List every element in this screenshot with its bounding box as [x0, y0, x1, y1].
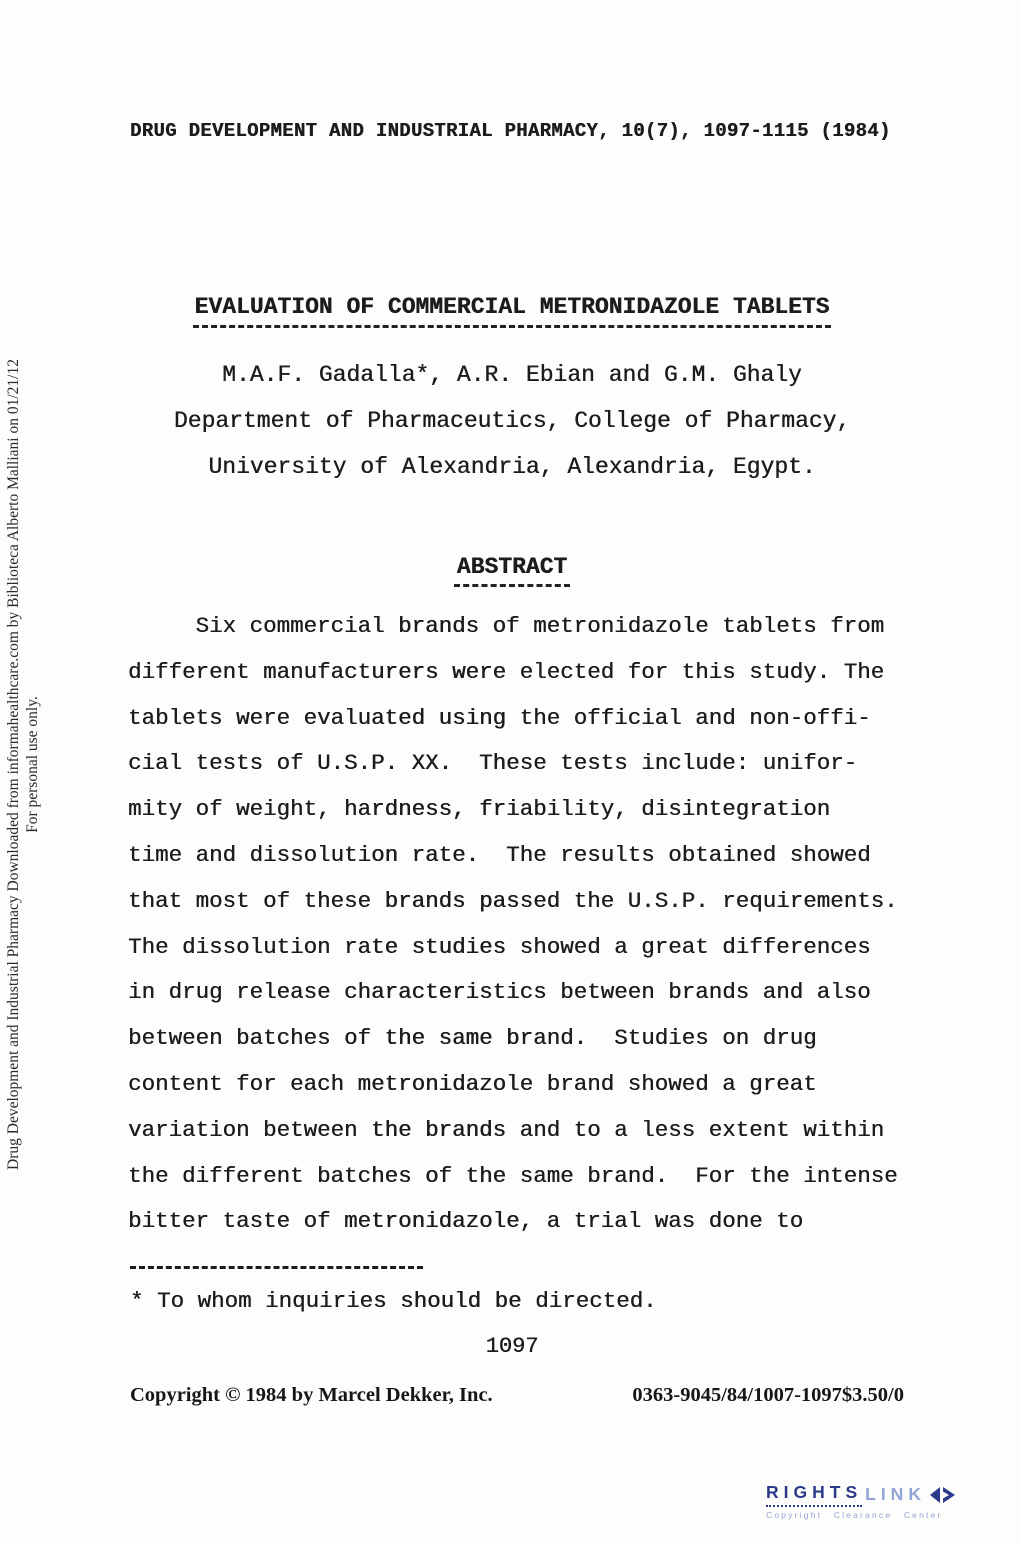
rightslink-caption: Copyright Clearance Center	[766, 1510, 943, 1520]
abstract-line: the different batches of the same brand. For the intense	[128, 1162, 898, 1189]
abstract-line: that most of these brands passed the U.S.P. requirements.	[128, 887, 898, 914]
journal-header: DRUG DEVELOPMENT AND INDUSTRIAL PHARMACY, 10(7), 1097-1115 (1984)	[130, 120, 891, 142]
abstract-line: different manufacturers were elected for this study. The	[128, 658, 885, 685]
rightslink-link-text: LINK	[865, 1484, 926, 1504]
sidebar-watermark-line-1: Drug Development and Industrial Pharmacy Downloaded from informahealthcare.com by Biblioteca Alberto Malliani on 01/21/12	[5, 359, 22, 1170]
rightslink-logo[interactable]	[766, 1482, 1014, 1520]
abstract-line: Six commercial brands of metronidazole tablets from	[128, 613, 885, 639]
abstract-heading-band	[64, 554, 960, 587]
rightslink-arrow-icon	[928, 1485, 956, 1505]
footnote-text: * To whom inquiries should be directed.	[130, 1288, 657, 1314]
abstract-line: time and dissolution rate. The results obtained showed	[128, 841, 871, 868]
fee-code: 0363-9045/84/1007-1097$3.50/0	[632, 1384, 904, 1406]
abstract-line: The dissolution rate studies showed a great differences	[128, 933, 871, 960]
abstract-paragraph	[128, 604, 928, 1291]
abstract-line: content for each metronidazole brand showed a great	[128, 1070, 817, 1097]
authors-line: M.A.F. Gadalla*, A.R. Ebian and G.M. Ghaly	[222, 362, 802, 388]
copyright-notice: Copyright © 1984 by Marcel Dekker, Inc.	[130, 1384, 493, 1406]
abstract-line: tablets were evaluated using the official and non-offi-	[128, 704, 871, 731]
abstract-line: cial tests of U.S.P. XX. These tests include: unifor-	[128, 750, 858, 777]
affiliation-line-2: University of Alexandria, Alexandria, Egypt.	[208, 454, 816, 480]
rightslink-rights-text: RIGHTS	[766, 1482, 862, 1507]
affiliation-line-1: Department of Pharmaceutics, College of Pharmacy,	[173, 408, 851, 434]
abstract-line: mity of weight, hardness, friability, disintegration	[128, 796, 831, 823]
abstract-line: in drug release characteristics between brands and also	[128, 979, 871, 1006]
abstract-line: variation between the brands and to a less extent within	[128, 1116, 885, 1143]
copyright-row	[130, 1384, 904, 1407]
page-number: 1097	[485, 1334, 539, 1359]
rightslink-wordmark	[766, 1482, 1014, 1507]
sidebar-watermark-line-2: For personal use only.	[24, 696, 41, 833]
abstract-heading: ABSTRACT	[454, 554, 570, 587]
article-title: EVALUATION OF COMMERCIAL METRONIDAZOLE TABLETS	[193, 294, 832, 328]
abstract-line: bitter taste of metronidazole, a trial was done to	[128, 1208, 804, 1235]
title-band	[64, 294, 960, 328]
abstract-line: between batches of the same brand. Studies on drug	[128, 1025, 817, 1052]
footnote-divider	[130, 1266, 423, 1269]
sidebar-watermark	[4, 267, 42, 1262]
